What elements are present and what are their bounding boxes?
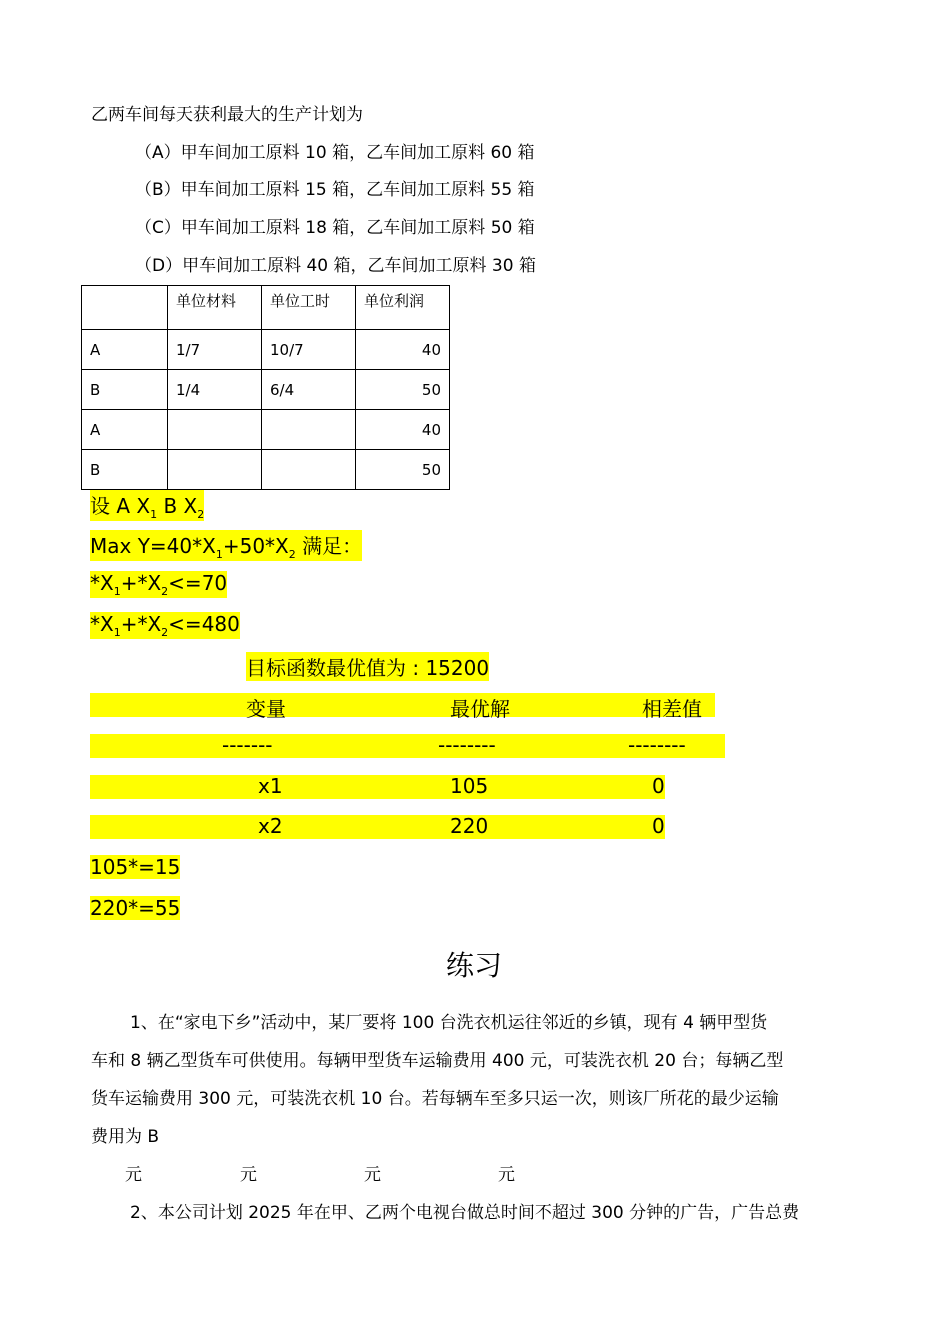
data-table (81, 285, 450, 490)
table-cell: B (82, 450, 168, 490)
table-header-cell: 单位利润 (356, 286, 450, 330)
constraint-2: $*X_1+*X_2<=480$ (90, 612, 240, 639)
solution-opt: 105 (450, 774, 489, 798)
calc-line-2: 220*=55 (90, 896, 181, 920)
exercise-2-line-1: 2、本公司计划 2025 年在甲、乙两个电视台做总时间不超过 300 分钟的广告，广告总费 (130, 1203, 800, 1223)
table-cell (168, 410, 262, 450)
table-cell: 40 (356, 410, 450, 450)
table-cell (262, 450, 356, 490)
dash-difference: -------- (628, 733, 686, 757)
table-cell (168, 450, 262, 490)
table-cell: 1/7 (168, 330, 262, 370)
table-cell: 10/7 (262, 330, 356, 370)
table-row (82, 410, 450, 450)
table-row (82, 450, 450, 490)
exercise-1-line-2: 车和 8 辆乙型货车可供使用。每辆甲型货车运输费用 400 元，可装洗衣机 20 台；每辆乙型 (91, 1051, 784, 1071)
calc-line-1: 105*=15 (90, 855, 181, 879)
option-c: （C）甲车间加工原料 18 箱，乙车间加工原料 50 箱 (135, 218, 535, 238)
solution-var: x2 (258, 814, 283, 838)
solution-opt: 220 (450, 814, 489, 838)
objective-function: Max $Y=40*X_1+50*X_2$ 满足： (90, 530, 362, 561)
solution-row-bar (90, 775, 665, 799)
table-cell: 1/4 (168, 370, 262, 410)
let-line: 设 A $X_1$ B $X_2$ (90, 490, 204, 521)
exercise-1-line-1: 1、在“家电下乡”活动中，某厂要将 100 台洗衣机运往邻近的乡镇，现有 4 辆甲型货 (130, 1013, 768, 1033)
solution-row-bar (90, 815, 665, 839)
dash-optimal: -------- (438, 733, 496, 757)
solution-header-bar (90, 693, 715, 717)
solution-var: x1 (258, 774, 283, 798)
solution-diff: 0 (652, 814, 665, 838)
option-d: （D）甲车间加工原料 40 箱，乙车间加工原料 30 箱 (135, 256, 536, 276)
solution-diff: 0 (652, 774, 665, 798)
constraint-1: $*X_1+*X_2<=70$ (90, 571, 228, 598)
table-header-row (82, 286, 450, 330)
option-a: （A）甲车间加工原料 10 箱，乙车间加工原料 60 箱 (135, 143, 535, 163)
table-cell: B (82, 370, 168, 410)
col-difference: 相差值 (642, 697, 702, 721)
col-variable: 变量 (246, 697, 286, 721)
table-header-cell (82, 286, 168, 330)
intro-line: 乙两车间每天获利最大的生产计划为 (91, 105, 363, 125)
table-cell: 50 (356, 450, 450, 490)
table-header-cell: 单位工时 (262, 286, 356, 330)
optimal-value: 目标函数最优值为 : 15200 (246, 652, 489, 681)
table-cell (262, 410, 356, 450)
table-cell: A (82, 330, 168, 370)
choice-unit: 元 (125, 1165, 142, 1185)
option-b: （B）甲车间加工原料 15 箱，乙车间加工原料 55 箱 (135, 180, 535, 200)
table-header-cell: 单位材料 (168, 286, 262, 330)
table-row (82, 370, 450, 410)
table-row (82, 330, 450, 370)
dash-variable: ------- (222, 733, 273, 757)
table-cell: 50 (356, 370, 450, 410)
choice-unit: 元 (364, 1165, 381, 1185)
choice-unit: 元 (240, 1165, 257, 1185)
choice-unit: 元 (498, 1165, 515, 1185)
table-cell: 40 (356, 330, 450, 370)
table-cell: 6/4 (262, 370, 356, 410)
table-cell: A (82, 410, 168, 450)
exercise-1-line-3: 货车运输费用 300 元，可装洗衣机 10 台。若每辆车至多只运一次，则该厂所花的最少运输 (91, 1089, 779, 1109)
exercise-title: 练习 (446, 949, 503, 982)
col-optimal: 最优解 (450, 697, 510, 721)
exercise-1-line-4: 费用为 B (91, 1127, 160, 1147)
